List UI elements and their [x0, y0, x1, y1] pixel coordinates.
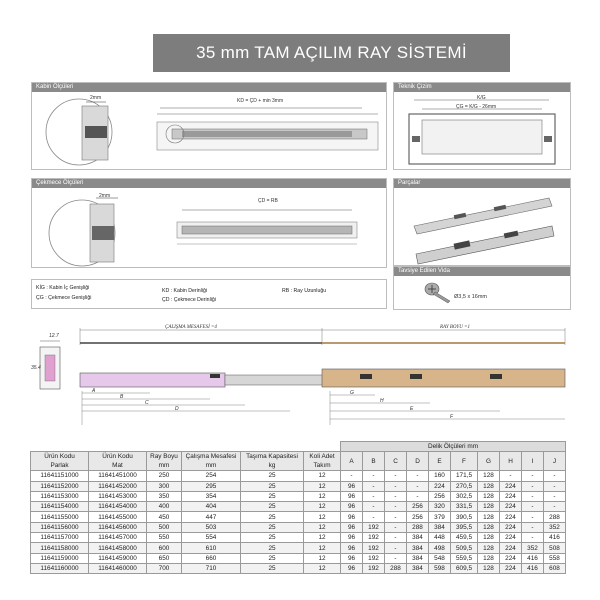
- table-cell: 509,5: [451, 543, 478, 553]
- table-cell: 390,5: [451, 512, 478, 522]
- cekmece-gap-label: 2mm: [99, 193, 111, 199]
- kabin-gap-label: 2mm: [90, 95, 102, 101]
- table-cell: 710: [182, 563, 241, 573]
- table-cell: 11641456000: [89, 522, 147, 532]
- table-cell: 128: [478, 502, 500, 512]
- table-cell: 11641154000: [31, 502, 89, 512]
- kabin-rail-profile: [85, 126, 107, 138]
- table-cell: 295: [182, 481, 241, 491]
- table-cell: 498: [429, 543, 451, 553]
- parcalar-drawing: [394, 188, 570, 265]
- table-cell: 96: [341, 502, 363, 512]
- table-cell: 128: [478, 471, 500, 481]
- kabin-panel-header: Kabin Ölçüleri: [32, 83, 386, 92]
- table-cell: 350: [147, 491, 182, 501]
- table-cell: 11641158000: [31, 543, 89, 553]
- table-cell: -: [385, 533, 407, 543]
- table-cell: 559,5: [451, 553, 478, 563]
- table-cell: 288: [544, 512, 566, 522]
- table-cell: 224: [500, 481, 522, 491]
- table-cell: 224: [429, 481, 451, 491]
- table-cell: 256: [407, 512, 429, 522]
- table-cell: 25: [241, 522, 304, 532]
- table-cell: 96: [341, 533, 363, 543]
- table-row: [31, 471, 566, 481]
- table-cell: 700: [147, 563, 182, 573]
- table-cell: 352: [522, 543, 544, 553]
- table-row: [31, 481, 566, 491]
- table-cell: 96: [341, 522, 363, 532]
- col-header: I: [522, 452, 544, 471]
- table-cell: 11641459000: [89, 553, 147, 563]
- table-cell: 96: [341, 553, 363, 563]
- table-cell: 11641157000: [31, 533, 89, 543]
- dim-letter-h: H: [380, 398, 384, 404]
- table-cell: 404: [182, 502, 241, 512]
- table-cell: -: [522, 502, 544, 512]
- legend-cd: ÇD : Çekmece Derinliği: [162, 297, 216, 303]
- table-cell: 660: [182, 553, 241, 563]
- cekmece-slide: [182, 226, 352, 234]
- table-cell: 11641156000: [31, 522, 89, 532]
- table-row: [31, 553, 566, 563]
- table-cell: 12: [304, 481, 341, 491]
- screw-icon: [424, 281, 454, 305]
- table-cell: -: [341, 471, 363, 481]
- table-cell: 548: [429, 553, 451, 563]
- col-header: Taşıma Kapasitesi kg: [241, 452, 304, 471]
- col-header: J: [544, 452, 566, 471]
- slide-technical-drawing: [30, 325, 570, 430]
- table-cell: -: [544, 471, 566, 481]
- col-header: Ürün Kodu Parlak: [31, 452, 89, 471]
- dim-letter-g: G: [350, 390, 354, 396]
- teknik-k-label: K/G: [477, 95, 486, 101]
- table-cell: 352: [544, 522, 566, 532]
- table-cell: 12: [304, 533, 341, 543]
- col-header: D: [407, 452, 429, 471]
- dim-letter-b: B: [120, 394, 124, 400]
- table-cell: 128: [478, 563, 500, 573]
- table-cell: 254: [182, 471, 241, 481]
- table-cell: 25: [241, 491, 304, 501]
- legend-kg: KİG : Kabin İç Genişliği: [36, 285, 90, 291]
- col-header: B: [363, 452, 385, 471]
- table-cell: 554: [182, 533, 241, 543]
- table-header-row: [31, 452, 566, 471]
- table-cell: 192: [363, 543, 385, 553]
- col-header: C: [385, 452, 407, 471]
- table-cell: 25: [241, 533, 304, 543]
- table-cell: -: [385, 491, 407, 501]
- table-row: [31, 543, 566, 553]
- table-row: [31, 563, 566, 573]
- table-cell: 11641453000: [89, 491, 147, 501]
- table-cell: 128: [478, 533, 500, 543]
- table-cell: 12: [304, 471, 341, 481]
- col-header: Ürün Kodu Mat: [89, 452, 147, 471]
- table-cell: 128: [478, 481, 500, 491]
- table-cell: 11641151000: [31, 471, 89, 481]
- teknik-formula: ÇG = K/G - 26mm: [456, 104, 497, 110]
- spec-table: [30, 441, 566, 574]
- table-cell: -: [522, 533, 544, 543]
- table-cell: 128: [478, 512, 500, 522]
- col-header: Çalışma Mesafesi mm: [182, 452, 241, 471]
- table-cell: 11641160000: [31, 563, 89, 573]
- table-cell: -: [363, 512, 385, 522]
- table-cell: 11641452000: [89, 481, 147, 491]
- dim-letter-a: A: [92, 388, 96, 394]
- slide-part-closed: [414, 198, 552, 234]
- col-header: G: [478, 452, 500, 471]
- table-cell: -: [522, 512, 544, 522]
- legend-kd: KD : Kabin Derinliği: [162, 288, 207, 294]
- table-cell: -: [544, 481, 566, 491]
- table-cell: -: [385, 543, 407, 553]
- table-cell: 256: [429, 491, 451, 501]
- inner-member: [80, 373, 225, 387]
- table-cell: -: [385, 471, 407, 481]
- vida-panel-header: Tavsiye Edilen Vida: [394, 267, 570, 276]
- table-cell: 416: [544, 533, 566, 543]
- table-row: [31, 522, 566, 532]
- table-cell: -: [385, 512, 407, 522]
- table-cell: 416: [522, 553, 544, 563]
- table-cell: 128: [478, 543, 500, 553]
- table-cell: 11641454000: [89, 502, 147, 512]
- table-cell: -: [500, 471, 522, 481]
- table-cell: 288: [407, 522, 429, 532]
- cekmece-panel: [31, 178, 387, 268]
- table-cell: -: [385, 522, 407, 532]
- table-cell: 25: [241, 471, 304, 481]
- table-cell: 224: [500, 522, 522, 532]
- legend-rb: RB : Ray Uzunluğu: [282, 288, 327, 294]
- table-cell: 25: [241, 553, 304, 563]
- drawing-height-label: 35.4: [31, 365, 41, 371]
- table-cell: 508: [544, 543, 566, 553]
- table-cell: 12: [304, 502, 341, 512]
- col-header: Ray Boyu mm: [147, 452, 182, 471]
- table-cell: 256: [407, 502, 429, 512]
- table-cell: 12: [304, 543, 341, 553]
- table-cell: -: [522, 522, 544, 532]
- table-cell: -: [385, 481, 407, 491]
- table-cell: -: [522, 471, 544, 481]
- table-cell: 608: [544, 563, 566, 573]
- table-cell: 160: [429, 471, 451, 481]
- table-cell: 384: [407, 533, 429, 543]
- parcalar-panel: [393, 178, 571, 266]
- table-cell: 12: [304, 512, 341, 522]
- table-cell: -: [385, 553, 407, 563]
- vida-size: Ø3,5 x 16mm: [454, 294, 488, 300]
- kabin-drawing: [32, 92, 386, 169]
- table-cell: 224: [500, 533, 522, 543]
- table-cell: 192: [363, 522, 385, 532]
- table-cell: 192: [363, 553, 385, 563]
- col-header: H: [500, 452, 522, 471]
- table-cell: -: [363, 481, 385, 491]
- table-group-header-row: [31, 442, 566, 452]
- page-title: 35 mm TAM AÇILIM RAY SİSTEMİ: [153, 34, 510, 72]
- table-cell: 128: [478, 491, 500, 501]
- table-cell: 459,5: [451, 533, 478, 543]
- vida-panel: [393, 266, 571, 310]
- table-cell: 224: [500, 553, 522, 563]
- table-body: [31, 471, 566, 574]
- col-header: A: [341, 452, 363, 471]
- table-cell: -: [363, 491, 385, 501]
- table-cell: 12: [304, 522, 341, 532]
- kabin-panel: [31, 82, 387, 170]
- table-cell: 96: [341, 543, 363, 553]
- table-cell: 270,5: [451, 481, 478, 491]
- table-row: [31, 512, 566, 522]
- table-cell: 96: [341, 512, 363, 522]
- kabin-formula: KD = ÇD + min 3mm: [237, 98, 284, 104]
- table-cell: 598: [429, 563, 451, 573]
- table-cell: 11641460000: [89, 563, 147, 573]
- table-cell: 224: [500, 512, 522, 522]
- table-cell: 384: [407, 543, 429, 553]
- table-cell: 416: [522, 563, 544, 573]
- table-cell: 224: [500, 502, 522, 512]
- table-cell: 96: [341, 563, 363, 573]
- table-cell: 224: [500, 563, 522, 573]
- table-cell: 320: [429, 502, 451, 512]
- legend-box: [31, 279, 387, 309]
- table-cell: 12: [304, 491, 341, 501]
- table-cell: 302,5: [451, 491, 478, 501]
- col-header: E: [429, 452, 451, 471]
- dim-letter-f: F: [450, 414, 454, 420]
- table-cell: 96: [341, 481, 363, 491]
- table-cell: 400: [147, 502, 182, 512]
- table-cell: 448: [429, 533, 451, 543]
- table-cell: 447: [182, 512, 241, 522]
- cekmece-drawing: [32, 188, 386, 267]
- col-header: F: [451, 452, 478, 471]
- table-cell: 384: [407, 563, 429, 573]
- table-cell: 171,5: [451, 471, 478, 481]
- table-cell: 25: [241, 481, 304, 491]
- table-cell: 650: [147, 553, 182, 563]
- col-header: Koli Adet Takım: [304, 452, 341, 471]
- table-cell: -: [522, 491, 544, 501]
- table-cell: 395,5: [451, 522, 478, 532]
- table-cell: 128: [478, 553, 500, 563]
- table-cell: 550: [147, 533, 182, 543]
- table-cell: 354: [182, 491, 241, 501]
- table-cell: 11641159000: [31, 553, 89, 563]
- table-cell: -: [407, 491, 429, 501]
- table-cell: 25: [241, 502, 304, 512]
- delik-olculeri-header: Delik Ölçüleri mm: [341, 442, 566, 452]
- cekmece-panel-header: Çekmece Ölçüleri: [32, 179, 386, 188]
- teknik-panel: [393, 82, 571, 170]
- table-cell: 384: [429, 522, 451, 532]
- teknik-panel-header: Teknik Çizim: [394, 83, 570, 92]
- ray-boyu-label: RAY BOYU =1: [440, 325, 471, 330]
- table-cell: 96: [341, 491, 363, 501]
- table-row: [31, 533, 566, 543]
- table-cell: -: [544, 491, 566, 501]
- table-cell: 331,5: [451, 502, 478, 512]
- table-cell: 128: [478, 522, 500, 532]
- table-cell: 384: [407, 553, 429, 563]
- cekmece-rail-profile: [92, 226, 114, 240]
- table-cell: 12: [304, 563, 341, 573]
- outer-member: [322, 369, 565, 387]
- teknik-drawer: [422, 120, 542, 154]
- cekmece-formula: ÇD = RB: [258, 198, 278, 204]
- table-cell: 609,5: [451, 563, 478, 573]
- table-cell: 288: [385, 563, 407, 573]
- table-cell: -: [407, 481, 429, 491]
- table-cell: 224: [500, 491, 522, 501]
- table-cell: 224: [500, 543, 522, 553]
- slide-part-open: [416, 226, 554, 264]
- dim-letter-d: D: [175, 406, 179, 412]
- table-cell: 25: [241, 543, 304, 553]
- table-cell: 11641451000: [89, 471, 147, 481]
- drawing-width-label: 12.7: [49, 333, 59, 339]
- table-cell: 450: [147, 512, 182, 522]
- legend-cg: ÇG : Çekmece Genişliği: [36, 295, 92, 301]
- table-cell: -: [544, 502, 566, 512]
- table-cell: 250: [147, 471, 182, 481]
- table-cell: 379: [429, 512, 451, 522]
- table-cell: 11641458000: [89, 543, 147, 553]
- table-cell: 192: [363, 533, 385, 543]
- table-cell: -: [385, 502, 407, 512]
- table-cell: 558: [544, 553, 566, 563]
- table-cell: 12: [304, 553, 341, 563]
- table-row: [31, 502, 566, 512]
- table-cell: -: [407, 471, 429, 481]
- table-cell: 11641455000: [89, 512, 147, 522]
- dim-letter-e: E: [410, 406, 414, 412]
- parcalar-panel-header: Parçalar: [394, 179, 570, 188]
- table-cell: 503: [182, 522, 241, 532]
- table-cell: 500: [147, 522, 182, 532]
- calisma-mesafesi-label: ÇALIŞMA MESAFESİ =4: [165, 325, 217, 330]
- table-cell: -: [522, 481, 544, 491]
- table-cell: 610: [182, 543, 241, 553]
- table-row: [31, 491, 566, 501]
- dim-letter-c: C: [145, 400, 149, 406]
- table-cell: 300: [147, 481, 182, 491]
- table-cell: 11641457000: [89, 533, 147, 543]
- table-cell: 11641155000: [31, 512, 89, 522]
- table-cell: 25: [241, 512, 304, 522]
- table-cell: 192: [363, 563, 385, 573]
- table-cell: -: [363, 471, 385, 481]
- table-cell: 600: [147, 543, 182, 553]
- table-cell: 11641152000: [31, 481, 89, 491]
- table-cell: 11641153000: [31, 491, 89, 501]
- table-cell: -: [363, 502, 385, 512]
- table-cell: 25: [241, 563, 304, 573]
